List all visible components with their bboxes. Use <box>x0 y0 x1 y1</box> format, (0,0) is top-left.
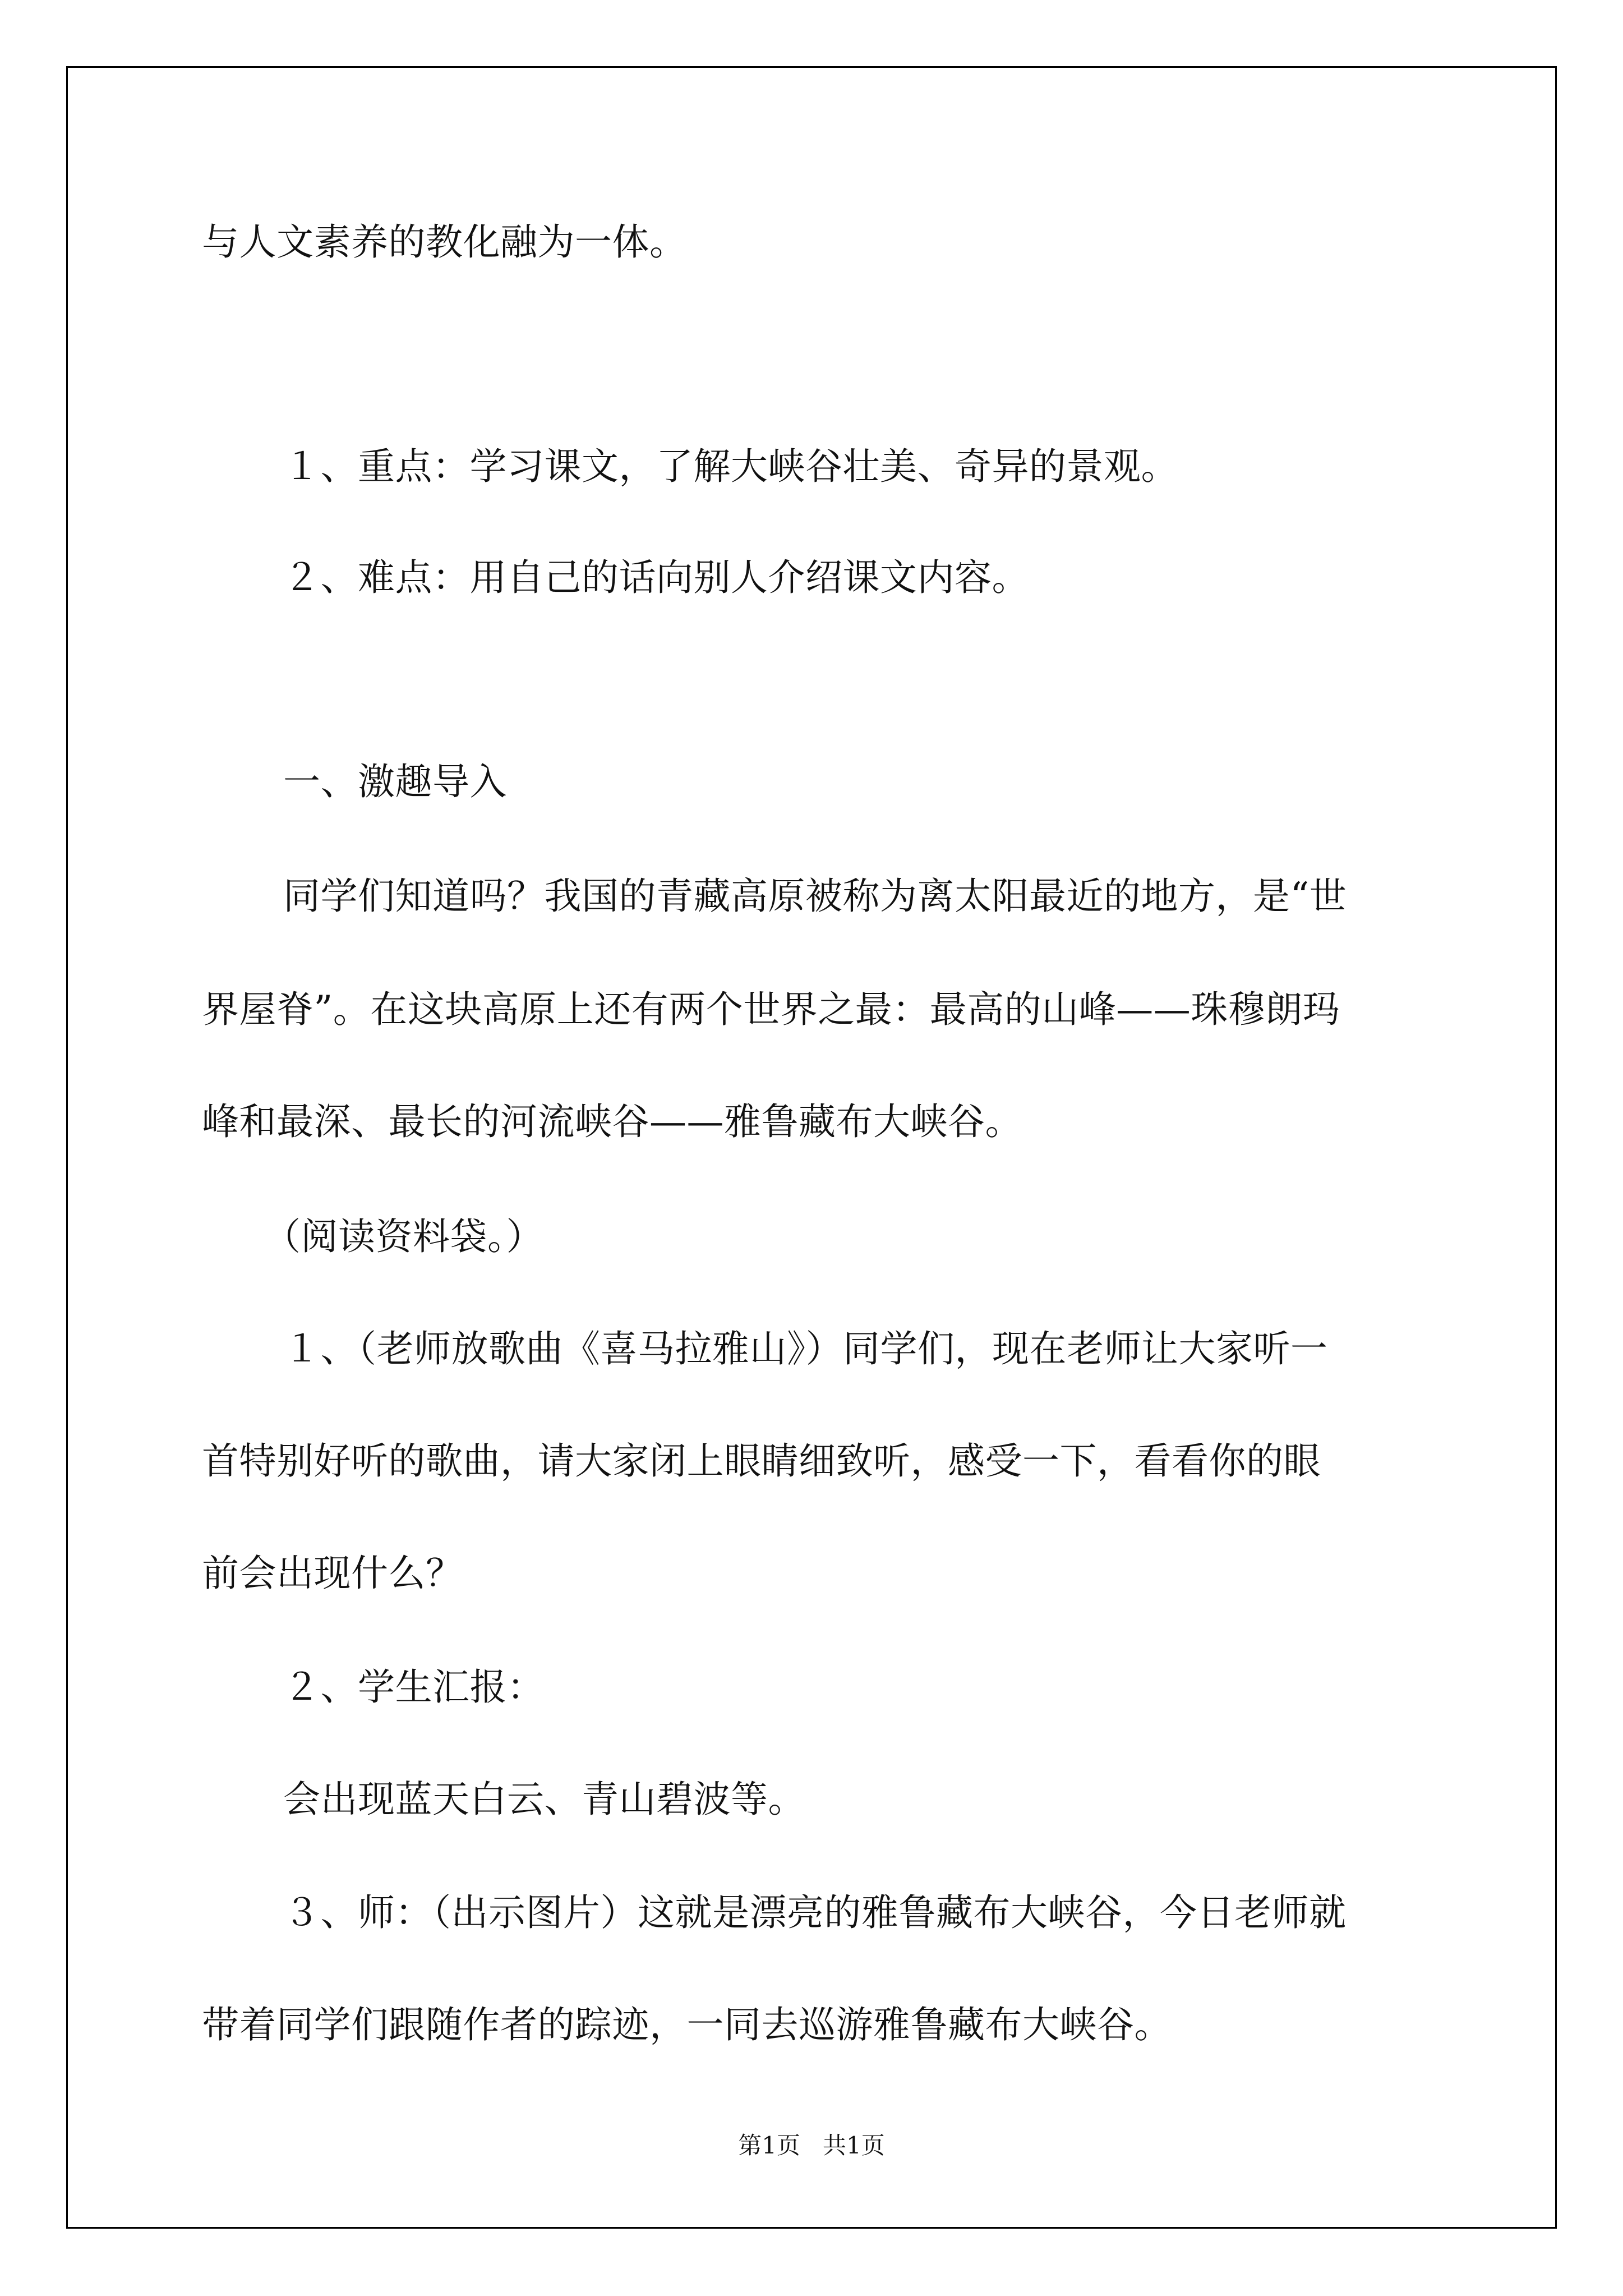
text-line: １、重点：学习课文，了解大峡谷壮美、奇异的景观。 <box>283 445 1178 488</box>
section-heading: 一、激趣导入 <box>283 760 507 803</box>
text-line: ２、难点：用自己的话向别人介绍课文内容。 <box>283 556 1029 599</box>
text-line: 峰和最深、最长的河流峡谷——雅鲁藏布大峡谷。 <box>202 1100 1022 1143</box>
text-line: １、（老师放歌曲《喜马拉雅山》）同学们，现在老师让大家听一 <box>283 1327 1328 1370</box>
page-number-footer: 第1页 共1页 <box>738 2132 885 2159</box>
text-line: （阅读资料袋。） <box>264 1215 543 1258</box>
text-line: 与人文素养的教化融为一体。 <box>202 220 687 264</box>
text-line: ２、学生汇报： <box>283 1665 545 1709</box>
text-line: 同学们知道吗？我国的青藏高原被称为离太阳最近的地方，是“世 <box>283 875 1347 918</box>
text-line: 会出现蓝天白云、青山碧波等。 <box>283 1778 805 1821</box>
text-line: ３、师：（出示图片）这就是漂亮的雅鲁藏布大峡谷，今日老师就 <box>283 1891 1347 1934</box>
text-line: 前会出现什么？ <box>202 1552 463 1595</box>
text-line: 界屋脊”。在这块高原上还有两个世界之最：最高的山峰——珠穆朗玛 <box>202 988 1340 1031</box>
text-line: 首特别好听的歌曲，请大家闭上眼睛细致听，感受一下，看看你的眼 <box>202 1439 1321 1483</box>
text-line: 带着同学们跟随作者的踪迹，一同去巡游雅鲁藏布大峡谷。 <box>202 2003 1172 2046</box>
